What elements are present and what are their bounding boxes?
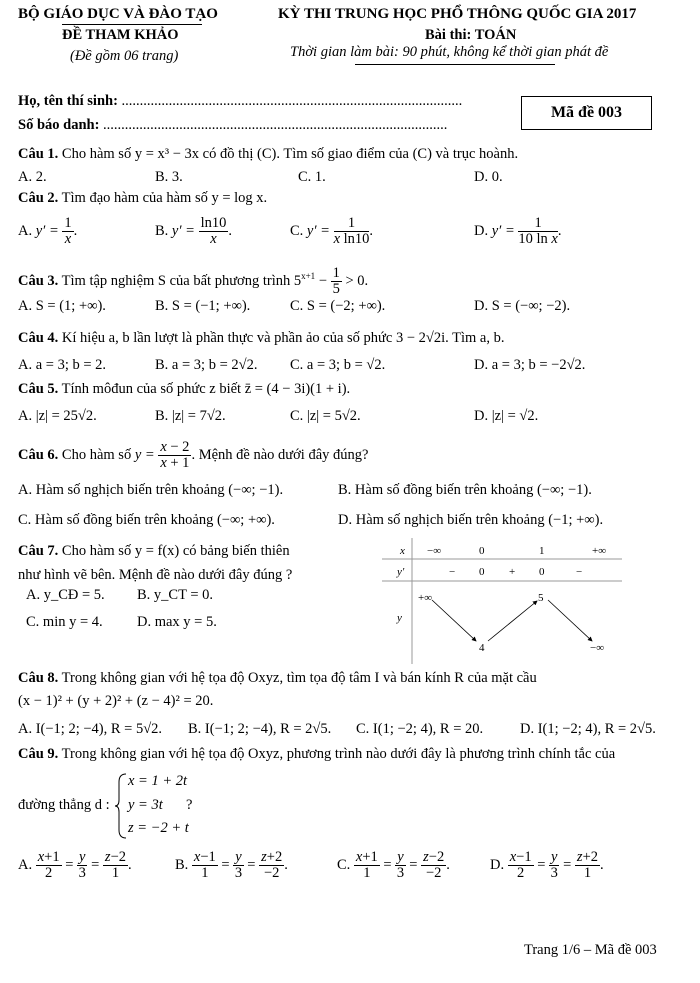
yp-sign: +: [509, 566, 516, 578]
question-3: Câu 3. Tìm tập nghiệm S của bất phương trình $5^{x+1}$ − $\frac{1}{5}$ > 0.: [18, 265, 369, 298]
q5-option-c: C. |z| = 5√2.: [290, 408, 361, 424]
var-table-yprime-label: y': [397, 566, 405, 578]
q9-option-b: B. $\frac{x-1}{1}$ = $\frac{y}{3}$ = $\frac{z+2}{-2}$ .: [175, 849, 288, 882]
ministry-title: BỘ GIÁO DỤC VÀ ĐÀO TẠO: [18, 6, 218, 22]
q1-option-a: A. 2.: [18, 169, 47, 185]
question-2: Câu 2. Tìm đạo hàm của hàm số y = log x.: [18, 190, 268, 206]
increase-arrow: [488, 601, 537, 641]
yp-sign: 0: [539, 566, 545, 578]
q7-option-b: B. y_CT = 0.: [137, 587, 213, 603]
q4-option-a: A. a = 3; b = 2.: [18, 357, 107, 373]
yp-sign: −: [576, 566, 583, 578]
y-val-bottom-right: −∞: [590, 642, 605, 654]
x-val: +∞: [592, 545, 607, 557]
x-val: 1: [539, 545, 545, 557]
system-line-2: y = 3t: [128, 797, 163, 813]
reference-label: ĐỀ THAM KHẢO: [62, 27, 179, 43]
q8-option-a: A. I(−1; 2; −4), R = 5√2.: [18, 721, 163, 737]
student-id-row: Số báo danh: ...............................................................................................: [18, 117, 448, 133]
q2-option-c: C. y′ = $\frac{1}{\text{x ln10}}$ .: [290, 215, 374, 248]
q3-option-b: B. S = (−1; +∞).: [155, 298, 251, 314]
q4-option-d: D. a = 3; b = −2√2.: [474, 357, 586, 373]
q1-option-d: D. 0.: [474, 169, 503, 185]
var-table-y-label: y: [397, 612, 402, 624]
q5-option-a: A. |z| = 25√2.: [18, 408, 97, 424]
yp-sign: −: [449, 566, 456, 578]
yp-sign: 0: [479, 566, 485, 578]
variation-table: [382, 538, 622, 664]
q3-option-a: A. S = (1; +∞).: [18, 298, 106, 314]
question-8: Câu 8. Trong không gian với hệ tọa độ Oxyz, tìm tọa độ tâm I và bán kính R của mặt cầu: [18, 670, 537, 686]
question-5: Câu 5. Tính môđun của số phức z biết z̄ = (4 − 3i)(1 + i).: [18, 381, 351, 397]
pages-note: (Đề gồm 06 trang): [70, 48, 179, 64]
q6-option-a: A. Hàm số nghịch biến trên khoảng (−∞; −1).: [18, 482, 284, 498]
q3-option-c: C. S = (−2; +∞).: [290, 298, 386, 314]
q6-option-c: C. Hàm số đồng biến trên khoảng (−∞; +∞).: [18, 512, 275, 528]
system-brace: [114, 772, 128, 840]
q5-option-b: B. |z| = 7√2.: [155, 408, 226, 424]
q1-option-c: C. 1.: [298, 169, 326, 185]
question-9: Câu 9. Trong không gian với hệ tọa độ Oxyz, phương trình nào dưới đây là phương trình chính tắc của: [18, 746, 616, 762]
y-val-max: 5: [538, 592, 544, 604]
subject-label: Bài thi: TOÁN: [425, 27, 517, 43]
q8-equation: (x − 1)² + (y + 2)² + (z − 4)² = 20.: [18, 693, 214, 709]
q9-option-a: A. $\frac{x+1}{2}$ = $\frac{y}{3}$ = $\frac{z-2}{1}$ .: [18, 849, 132, 882]
student-name-row: Họ, tên thí sinh: ..............................................................................................: [18, 93, 463, 109]
x-val: 0: [479, 545, 485, 557]
question-4: Câu 4. Kí hiệu a, b lần lượt là phần thực và phần ảo của số phức 3 − 2√2i. Tìm a, b.: [18, 330, 505, 346]
exam-code-box: Mã đề 003: [521, 96, 652, 130]
q4-option-c: C. a = 3; b = √2.: [290, 357, 386, 373]
question-7-line1: Câu 7. Cho hàm số y = f(x) có bảng biến thiên: [18, 543, 290, 559]
q6-option-d: D. Hàm số nghịch biến trên khoảng (−1; +∞).: [338, 512, 604, 528]
q6-option-b: B. Hàm số đồng biến trên khoảng (−∞; −1).: [338, 482, 592, 498]
q4-option-b: B. a = 3; b = 2√2.: [155, 357, 258, 373]
decrease-arrow: [432, 600, 476, 641]
x-val: −∞: [427, 545, 442, 557]
page-footer: Trang 1/6 – Mã đề 003: [524, 942, 657, 958]
y-val-top-left: +∞: [418, 592, 433, 604]
q3-option-d: D. S = (−∞; −2).: [474, 298, 571, 314]
q2-option-d: D. y′ = $\frac{1}{\text{10 ln x}}$ .: [474, 215, 562, 248]
underline: [62, 24, 202, 25]
q2-option-b: B. y′ = $\frac{\ln 10}{x}$ .: [155, 215, 232, 248]
var-table-x-label: x: [400, 545, 405, 557]
decrease-arrow: [548, 600, 592, 641]
q9-option-c: C. $\frac{x+1}{1}$ = $\frac{y}{3}$ = $\frac{z-2}{-2}$ .: [337, 849, 450, 882]
y-val-min: 4: [479, 642, 485, 654]
underline: [355, 64, 555, 65]
q9-option-d: D. $\frac{x-1}{2}$ = $\frac{y}{3}$ = $\frac{z+2}{1}$ .: [490, 849, 604, 882]
q8-option-b: B. I(−1; 2; −4), R = 2√5.: [188, 721, 332, 737]
question-mark: ?: [186, 797, 193, 813]
exam-title: KỲ THI TRUNG HỌC PHỔ THÔNG QUỐC GIA 2017: [278, 6, 637, 22]
q7-option-d: D. max y = 5.: [137, 614, 217, 630]
q7-option-a: A. y_CĐ = 5.: [26, 587, 105, 603]
question-7-line2: như hình vẽ bên. Mệnh đề nào dưới đây đúng ?: [18, 567, 293, 583]
system-line-3: z = −2 + t: [128, 820, 189, 836]
q2-option-a: A. y′ = $\frac{1}{x}$ .: [18, 215, 78, 248]
q5-option-d: D. |z| = √2.: [474, 408, 539, 424]
q8-option-c: C. I(1; −2; 4), R = 20.: [356, 721, 484, 737]
question-1: Câu 1. Cho hàm số y = x³ − 3x có đồ thị (C). Tìm số giao điểm của (C) và trục hoành.: [18, 146, 519, 162]
question-6: Câu 6. Cho hàm số y = $\frac{x - 2}{x + 1}$ . Mệnh đề nào dưới đây đúng?: [18, 439, 369, 472]
system-line-1: x = 1 + 2t: [128, 773, 188, 789]
q1-option-b: B. 3.: [155, 169, 183, 185]
q8-option-d: D. I(1; −2; 4), R = 2√5.: [520, 721, 656, 737]
q7-option-c: C. min y = 4.: [26, 614, 103, 630]
time-note: Thời gian làm bài: 90 phút, không kể thời gian phát đề: [290, 44, 609, 60]
q9-line2: đường thẳng d :: [18, 797, 110, 813]
